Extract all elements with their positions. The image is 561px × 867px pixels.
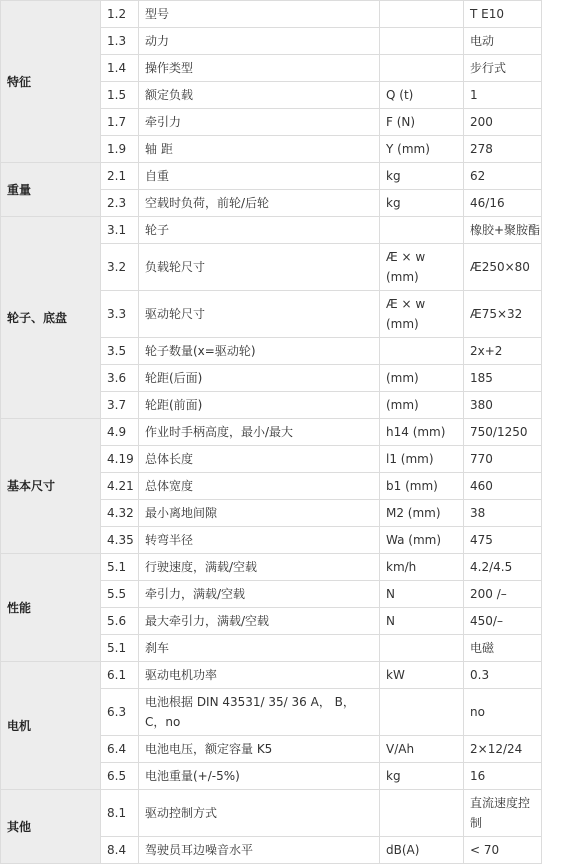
- row-value: 16: [464, 763, 542, 790]
- row-value: 450/–: [464, 608, 542, 635]
- row-unit: Æ × w (mm): [380, 244, 464, 291]
- row-unit: [380, 338, 464, 365]
- row-code: 6.3: [101, 689, 139, 736]
- row-value: no: [464, 689, 542, 736]
- row-unit: Q (t): [380, 82, 464, 109]
- row-value: T E10: [464, 1, 542, 28]
- row-unit: Y (mm): [380, 136, 464, 163]
- row-unit: [380, 635, 464, 662]
- row-value: 200 /–: [464, 581, 542, 608]
- row-unit: [380, 55, 464, 82]
- row-name: 自重: [139, 163, 380, 190]
- table-row: [1, 1, 542, 28]
- row-name: 驱动电机功率: [139, 662, 380, 689]
- row-value: 橡胶+聚胺酯: [464, 217, 542, 244]
- row-name: 最小离地间隙: [139, 500, 380, 527]
- group-label: 电机: [1, 662, 101, 790]
- row-name: 负载轮尺寸: [139, 244, 380, 291]
- row-unit: dB(A): [380, 837, 464, 864]
- table-row: [1, 662, 542, 689]
- row-code: 1.3: [101, 28, 139, 55]
- row-code: 4.9: [101, 419, 139, 446]
- row-code: 3.5: [101, 338, 139, 365]
- row-name: 轴 距: [139, 136, 380, 163]
- row-value: 770: [464, 446, 542, 473]
- row-name: 刹车: [139, 635, 380, 662]
- row-name: 轮子: [139, 217, 380, 244]
- group-label: 基本尺寸: [1, 419, 101, 554]
- row-unit: kg: [380, 190, 464, 217]
- row-name: 总体宽度: [139, 473, 380, 500]
- row-code: 8.1: [101, 790, 139, 837]
- row-code: 1.7: [101, 109, 139, 136]
- row-unit: V/Ah: [380, 736, 464, 763]
- row-value: 电动: [464, 28, 542, 55]
- row-unit: [380, 217, 464, 244]
- row-code: 5.5: [101, 581, 139, 608]
- row-name: 操作类型: [139, 55, 380, 82]
- row-value: 475: [464, 527, 542, 554]
- row-value: 2×12/24: [464, 736, 542, 763]
- table-row: [1, 554, 542, 581]
- row-value: Æ75×32: [464, 291, 542, 338]
- row-code: 6.5: [101, 763, 139, 790]
- group-label: 轮子、底盘: [1, 217, 101, 419]
- row-name: 动力: [139, 28, 380, 55]
- row-name: 牵引力，满载/空载: [139, 581, 380, 608]
- row-code: 1.4: [101, 55, 139, 82]
- group-label: 特征: [1, 1, 101, 163]
- row-name: 行驶速度，满载/空载: [139, 554, 380, 581]
- row-name: 轮距(后面): [139, 365, 380, 392]
- table-row: [1, 419, 542, 446]
- row-code: 5.1: [101, 635, 139, 662]
- row-unit: [380, 28, 464, 55]
- row-value: 380: [464, 392, 542, 419]
- row-code: 6.1: [101, 662, 139, 689]
- row-code: 3.1: [101, 217, 139, 244]
- row-name: 最大牵引力，满载/空载: [139, 608, 380, 635]
- row-code: 3.3: [101, 291, 139, 338]
- row-code: 4.21: [101, 473, 139, 500]
- group-label: 其他: [1, 790, 101, 864]
- row-value: 46/16: [464, 190, 542, 217]
- row-value: 200: [464, 109, 542, 136]
- row-code: 3.7: [101, 392, 139, 419]
- row-code: 4.19: [101, 446, 139, 473]
- row-name: 转弯半径: [139, 527, 380, 554]
- table-row: [1, 217, 542, 244]
- row-unit: [380, 689, 464, 736]
- row-unit: kg: [380, 763, 464, 790]
- row-name: 作业时手柄高度，最小/最大: [139, 419, 380, 446]
- row-name: 额定负载: [139, 82, 380, 109]
- row-name: 电池根据 DIN 43531/ 35/ 36 A， B， C，no: [139, 689, 380, 736]
- row-name: 牵引力: [139, 109, 380, 136]
- row-value: 2x+2: [464, 338, 542, 365]
- row-value: 电磁: [464, 635, 542, 662]
- row-code: 6.4: [101, 736, 139, 763]
- row-value: 0.3: [464, 662, 542, 689]
- group-label: 重量: [1, 163, 101, 217]
- row-code: 5.1: [101, 554, 139, 581]
- row-name: 空载时负荷，前轮/后轮: [139, 190, 380, 217]
- row-name: 轮距(前面): [139, 392, 380, 419]
- table-row: [1, 163, 542, 190]
- row-unit: l1 (mm): [380, 446, 464, 473]
- row-unit: M2 (mm): [380, 500, 464, 527]
- row-unit: N: [380, 608, 464, 635]
- row-unit: Wa (mm): [380, 527, 464, 554]
- row-value: 278: [464, 136, 542, 163]
- row-name: 电池重量(+/-5%): [139, 763, 380, 790]
- row-code: 1.2: [101, 1, 139, 28]
- row-code: 2.3: [101, 190, 139, 217]
- row-value: 750/1250: [464, 419, 542, 446]
- row-code: 4.32: [101, 500, 139, 527]
- row-value: 62: [464, 163, 542, 190]
- row-unit: kW: [380, 662, 464, 689]
- row-name: 型号: [139, 1, 380, 28]
- row-code: 5.6: [101, 608, 139, 635]
- row-value: Æ250×80: [464, 244, 542, 291]
- row-code: 3.6: [101, 365, 139, 392]
- row-name: 轮子数量(x=驱动轮): [139, 338, 380, 365]
- row-unit: F (N): [380, 109, 464, 136]
- row-value: 步行式: [464, 55, 542, 82]
- row-code: 8.4: [101, 837, 139, 864]
- group-label: 性能: [1, 554, 101, 662]
- row-value: 38: [464, 500, 542, 527]
- row-value: 460: [464, 473, 542, 500]
- row-unit: kg: [380, 163, 464, 190]
- row-code: 1.5: [101, 82, 139, 109]
- row-code: 1.9: [101, 136, 139, 163]
- row-code: 4.35: [101, 527, 139, 554]
- row-value: 4.2/4.5: [464, 554, 542, 581]
- row-name: 驱动轮尺寸: [139, 291, 380, 338]
- row-name: 电池电压，额定容量 K5: [139, 736, 380, 763]
- row-name: 驾驶员耳边噪音水平: [139, 837, 380, 864]
- row-value: 1: [464, 82, 542, 109]
- row-code: 2.1: [101, 163, 139, 190]
- row-name: 驱动控制方式: [139, 790, 380, 837]
- row-unit: km/h: [380, 554, 464, 581]
- row-unit: (mm): [380, 365, 464, 392]
- table-row: [1, 790, 542, 837]
- row-unit: [380, 790, 464, 837]
- row-code: 3.2: [101, 244, 139, 291]
- row-unit: Æ × w (mm): [380, 291, 464, 338]
- row-value: 直流速度控制: [464, 790, 542, 837]
- row-unit: b1 (mm): [380, 473, 464, 500]
- row-unit: h14 (mm): [380, 419, 464, 446]
- row-unit: N: [380, 581, 464, 608]
- row-value: 185: [464, 365, 542, 392]
- row-unit: [380, 1, 464, 28]
- row-name: 总体长度: [139, 446, 380, 473]
- row-unit: (mm): [380, 392, 464, 419]
- row-value: < 70: [464, 837, 542, 864]
